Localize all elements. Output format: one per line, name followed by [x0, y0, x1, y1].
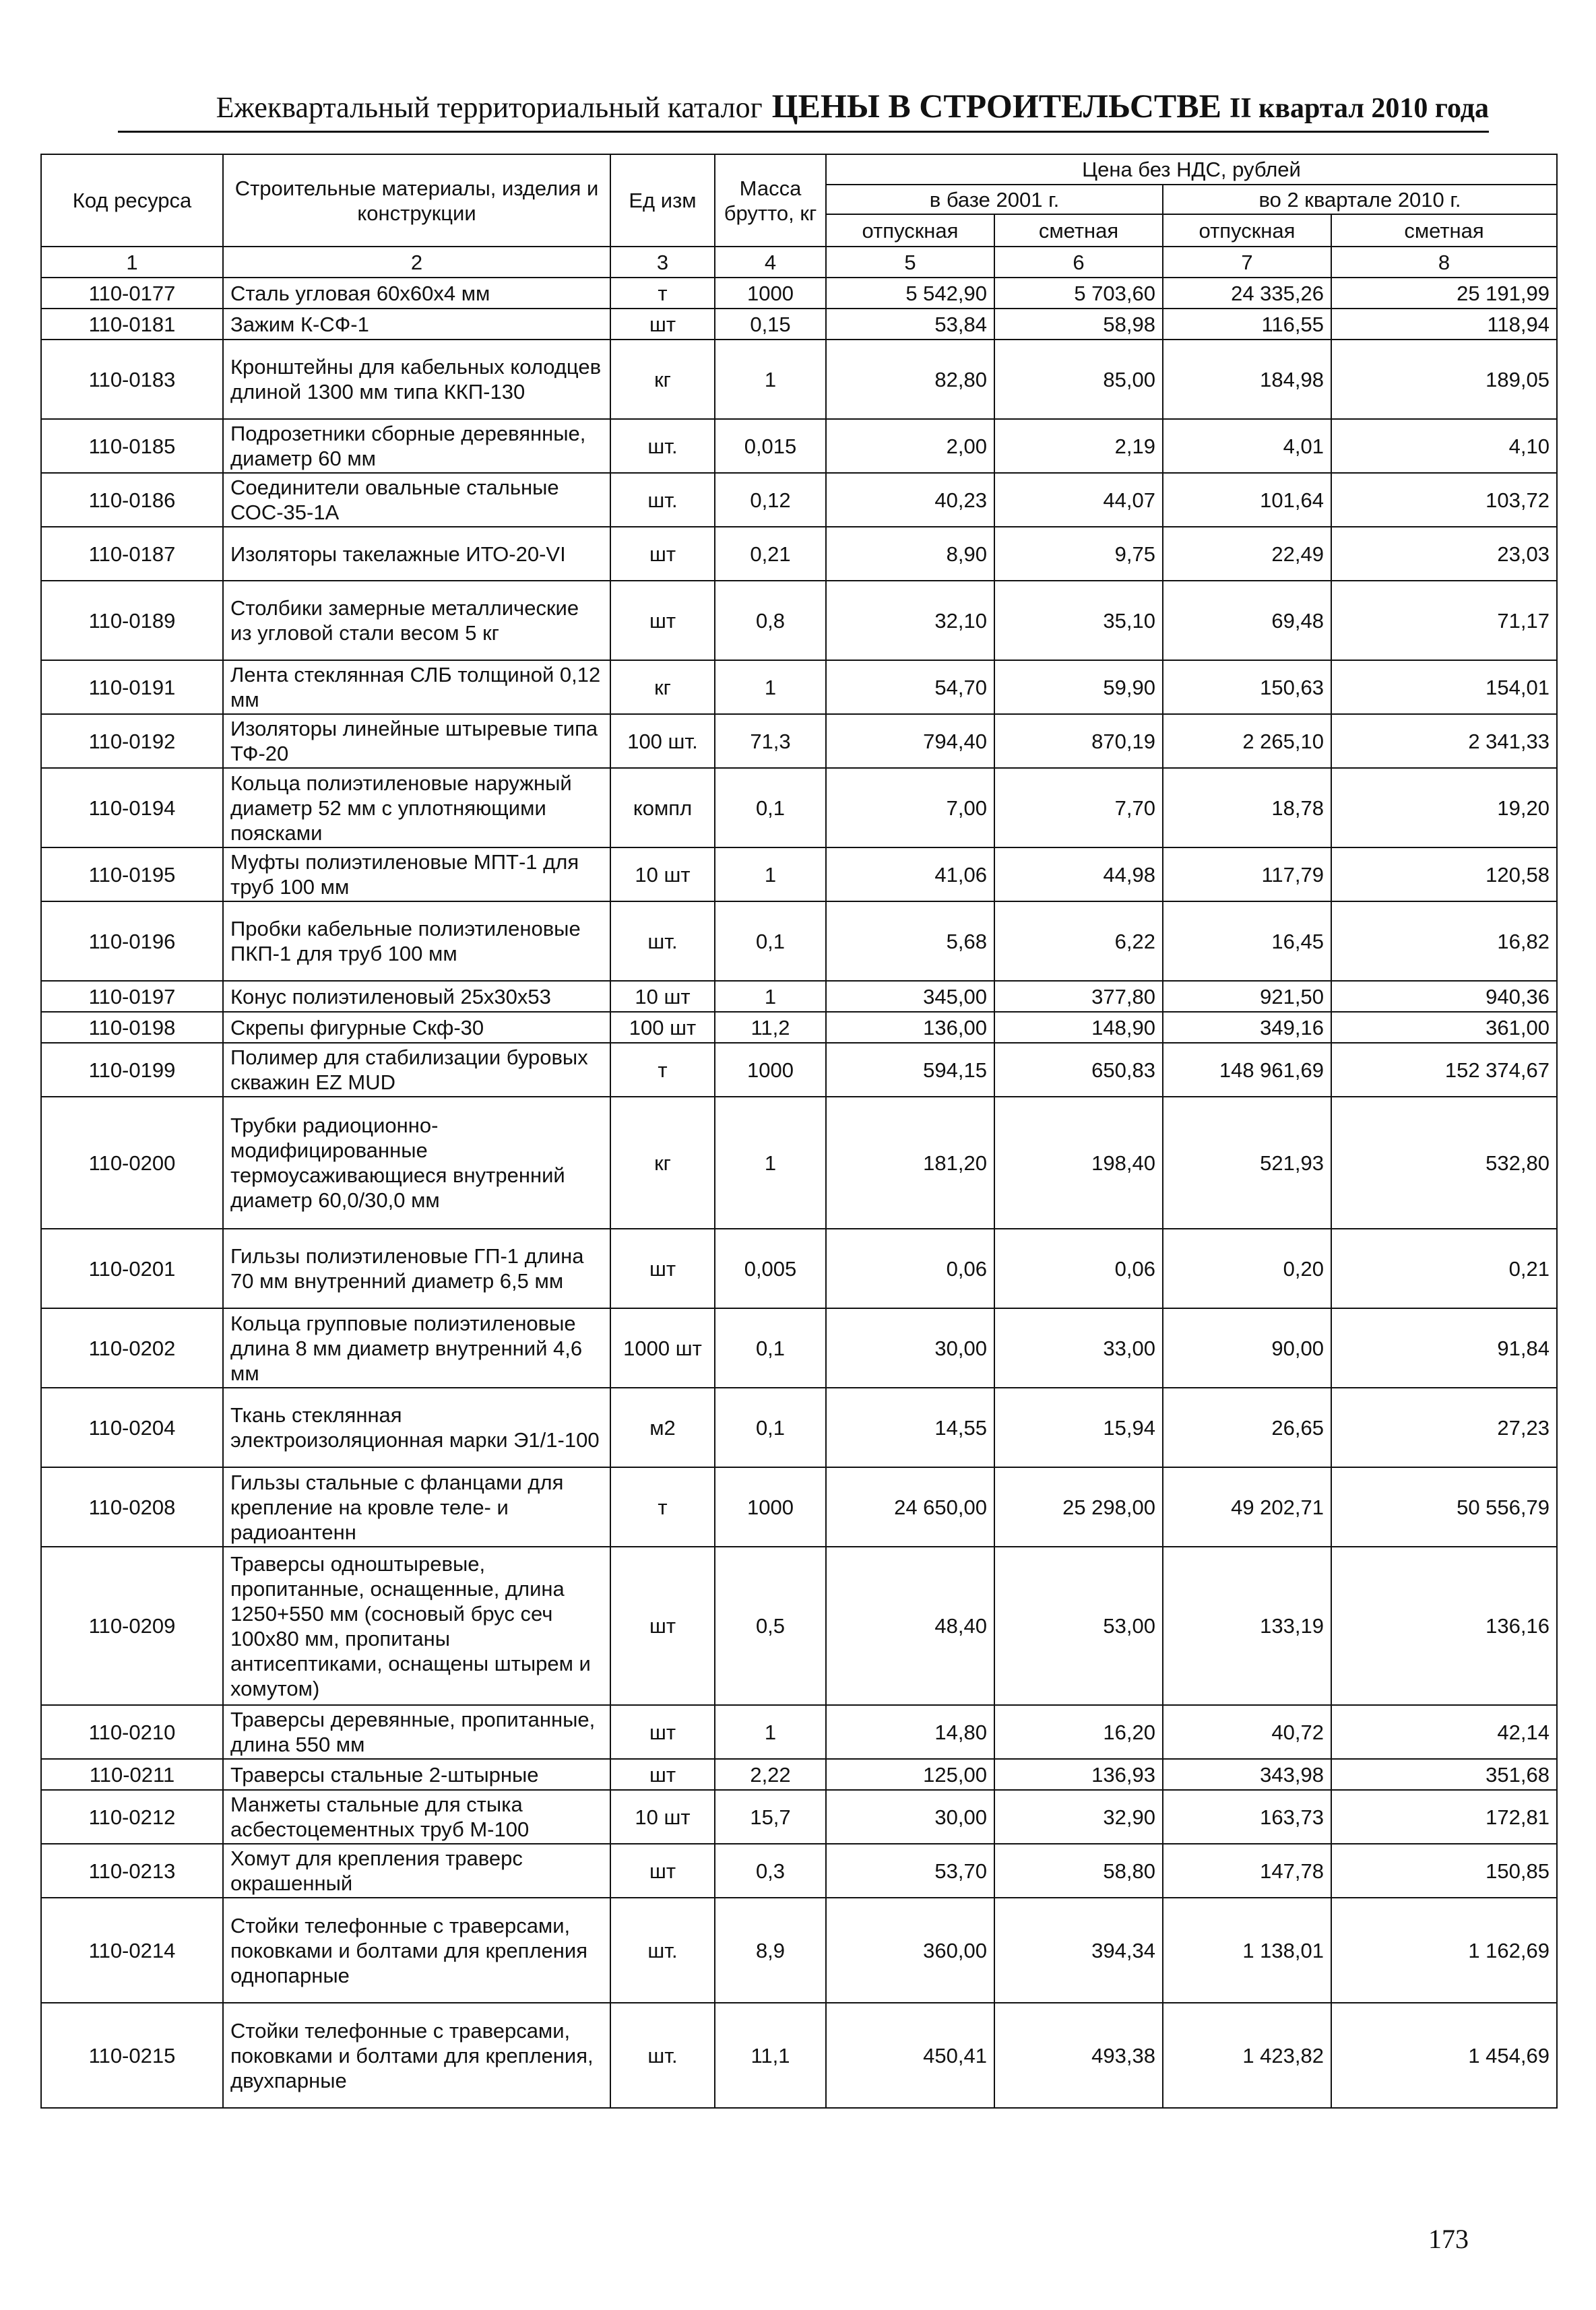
- unit: шт: [610, 1844, 715, 1898]
- price-release-2001: 14,80: [826, 1705, 994, 1759]
- unit: м2: [610, 1388, 715, 1467]
- unit: кг: [610, 660, 715, 714]
- column-number: 3: [610, 247, 715, 278]
- material-name: Манжеты стальные для стыка асбестоцементных труб М-100: [223, 1790, 610, 1844]
- unit: шт: [610, 1547, 715, 1705]
- unit: шт: [610, 581, 715, 660]
- price-release-2010: 150,63: [1163, 660, 1331, 714]
- gross-mass: 0,1: [715, 901, 826, 981]
- resource-code: 110-0202: [41, 1308, 223, 1388]
- unit: компл: [610, 768, 715, 847]
- price-release-2001: 345,00: [826, 981, 994, 1012]
- price-estimate-2010: 1 162,69: [1331, 1898, 1557, 2003]
- header-unit: Ед изм: [610, 154, 715, 247]
- price-release-2001: 450,41: [826, 2003, 994, 2108]
- unit: кг: [610, 340, 715, 419]
- price-estimate-2010: 42,14: [1331, 1705, 1557, 1759]
- price-release-2010: 22,49: [1163, 527, 1331, 581]
- price-estimate-2010: 25 191,99: [1331, 278, 1557, 309]
- price-estimate-2001: 25 298,00: [994, 1467, 1163, 1547]
- table-row: [41, 278, 1557, 309]
- gross-mass: 11,1: [715, 2003, 826, 2108]
- gross-mass: 1000: [715, 278, 826, 309]
- column-number: 5: [826, 247, 994, 278]
- unit: шт.: [610, 1898, 715, 2003]
- price-estimate-2001: 493,38: [994, 2003, 1163, 2108]
- gross-mass: 0,1: [715, 768, 826, 847]
- material-name: Ткань стеклянная электроизоляционная марки Э1/1-100: [223, 1388, 610, 1467]
- header-release-2001: отпускная: [826, 214, 994, 247]
- price-estimate-2001: 394,34: [994, 1898, 1163, 2003]
- resource-code: 110-0192: [41, 714, 223, 768]
- price-release-2001: 0,06: [826, 1229, 994, 1308]
- material-name: Кронштейны для кабельных колодцев длиной 1300 мм типа ККП-130: [223, 340, 610, 419]
- price-estimate-2001: 35,10: [994, 581, 1163, 660]
- resource-code: 110-0177: [41, 278, 223, 309]
- column-number: 2: [223, 247, 610, 278]
- unit: шт.: [610, 901, 715, 981]
- table-row: [41, 1012, 1557, 1043]
- resource-code: 110-0200: [41, 1097, 223, 1229]
- gross-mass: 1: [715, 1097, 826, 1229]
- gross-mass: 0,1: [715, 1308, 826, 1388]
- price-estimate-2010: 940,36: [1331, 981, 1557, 1012]
- table-row: [41, 714, 1557, 768]
- material-name: Кольца групповые полиэтиленовые длина 8 мм диаметр внутренний 4,6 мм: [223, 1308, 610, 1388]
- price-estimate-2010: 4,10: [1331, 419, 1557, 473]
- gross-mass: 0,21: [715, 527, 826, 581]
- column-number: 4: [715, 247, 826, 278]
- catalog-period: II квартал 2010 года: [1229, 93, 1489, 124]
- gross-mass: 1: [715, 981, 826, 1012]
- price-estimate-2010: 16,82: [1331, 901, 1557, 981]
- price-release-2010: 0,20: [1163, 1229, 1331, 1308]
- resource-code: 110-0181: [41, 309, 223, 340]
- resource-code: 110-0198: [41, 1012, 223, 1043]
- price-release-2001: 14,55: [826, 1388, 994, 1467]
- unit: шт.: [610, 473, 715, 527]
- gross-mass: 1: [715, 660, 826, 714]
- price-release-2010: 26,65: [1163, 1388, 1331, 1467]
- resource-code: 110-0196: [41, 901, 223, 981]
- price-release-2010: 101,64: [1163, 473, 1331, 527]
- gross-mass: 1000: [715, 1467, 826, 1547]
- gross-mass: 2,22: [715, 1759, 826, 1790]
- unit: 100 шт: [610, 1012, 715, 1043]
- material-name: Трубки радиоционно-модифицированные термоусаживающиеся внутренний диаметр 60,0/30,0 мм: [223, 1097, 610, 1229]
- price-estimate-2001: 53,00: [994, 1547, 1163, 1705]
- material-name: Траверсы деревянные, пропитанные, длина 550 мм: [223, 1705, 610, 1759]
- price-estimate-2001: 198,40: [994, 1097, 1163, 1229]
- material-name: Полимер для стабилизации буровых скважин EZ MUD: [223, 1043, 610, 1097]
- gross-mass: 0,1: [715, 1388, 826, 1467]
- table-row: [41, 1097, 1557, 1229]
- gross-mass: 0,8: [715, 581, 826, 660]
- price-release-2010: 163,73: [1163, 1790, 1331, 1844]
- material-name: Гильзы стальные с фланцами для крепление на кровле теле- и радиоантенн: [223, 1467, 610, 1547]
- unit: шт: [610, 527, 715, 581]
- material-name: Соединители овальные стальные СОС-35-1А: [223, 473, 610, 527]
- table-row: [41, 1547, 1557, 1705]
- price-release-2010: 921,50: [1163, 981, 1331, 1012]
- gross-mass: 0,12: [715, 473, 826, 527]
- price-release-2001: 41,06: [826, 847, 994, 901]
- price-estimate-2010: 91,84: [1331, 1308, 1557, 1388]
- header-q2-2010: во 2 квартале 2010 г.: [1163, 185, 1557, 214]
- price-estimate-2001: 650,83: [994, 1043, 1163, 1097]
- column-number: 7: [1163, 247, 1331, 278]
- price-table: [40, 154, 1558, 2109]
- price-estimate-2010: 136,16: [1331, 1547, 1557, 1705]
- price-estimate-2010: 150,85: [1331, 1844, 1557, 1898]
- material-name: Пробки кабельные полиэтиленовые ПКП-1 для труб 100 мм: [223, 901, 610, 981]
- price-estimate-2010: 2 341,33: [1331, 714, 1557, 768]
- price-estimate-2010: 23,03: [1331, 527, 1557, 581]
- resource-code: 110-0208: [41, 1467, 223, 1547]
- price-release-2010: 148 961,69: [1163, 1043, 1331, 1097]
- table-row: [41, 1467, 1557, 1547]
- table-row: [41, 660, 1557, 714]
- table-row: [41, 1388, 1557, 1467]
- price-release-2010: 2 265,10: [1163, 714, 1331, 768]
- price-estimate-2010: 103,72: [1331, 473, 1557, 527]
- price-estimate-2001: 44,98: [994, 847, 1163, 901]
- price-estimate-2001: 15,94: [994, 1388, 1163, 1467]
- unit: шт: [610, 1759, 715, 1790]
- price-release-2001: 82,80: [826, 340, 994, 419]
- unit: 10 шт: [610, 1790, 715, 1844]
- price-estimate-2010: 19,20: [1331, 768, 1557, 847]
- table-row: [41, 1898, 1557, 2003]
- price-estimate-2010: 0,21: [1331, 1229, 1557, 1308]
- price-release-2010: 16,45: [1163, 901, 1331, 981]
- resource-code: 110-0187: [41, 527, 223, 581]
- price-release-2001: 53,84: [826, 309, 994, 340]
- resource-code: 110-0204: [41, 1388, 223, 1467]
- page-header: [118, 86, 1489, 133]
- header-estimate-2001: сметная: [994, 214, 1163, 247]
- gross-mass: 11,2: [715, 1012, 826, 1043]
- price-estimate-2001: 44,07: [994, 473, 1163, 527]
- price-estimate-2010: 361,00: [1331, 1012, 1557, 1043]
- price-release-2001: 136,00: [826, 1012, 994, 1043]
- table-row: [41, 340, 1557, 419]
- resource-code: 110-0209: [41, 1547, 223, 1705]
- header-release-2010: отпускная: [1163, 214, 1331, 247]
- price-release-2010: 18,78: [1163, 768, 1331, 847]
- unit: шт: [610, 309, 715, 340]
- price-estimate-2001: 85,00: [994, 340, 1163, 419]
- resource-code: 110-0185: [41, 419, 223, 473]
- resource-code: 110-0210: [41, 1705, 223, 1759]
- price-release-2001: 594,15: [826, 1043, 994, 1097]
- price-release-2010: 349,16: [1163, 1012, 1331, 1043]
- price-release-2010: 133,19: [1163, 1547, 1331, 1705]
- resource-code: 110-0201: [41, 1229, 223, 1308]
- table-row: [41, 1229, 1557, 1308]
- unit: 10 шт: [610, 847, 715, 901]
- price-estimate-2001: 148,90: [994, 1012, 1163, 1043]
- material-name: Сталь угловая 60х60х4 мм: [223, 278, 610, 309]
- price-estimate-2010: 120,58: [1331, 847, 1557, 901]
- gross-mass: 0,15: [715, 309, 826, 340]
- price-estimate-2001: 6,22: [994, 901, 1163, 981]
- resource-code: 110-0214: [41, 1898, 223, 2003]
- column-number: 6: [994, 247, 1163, 278]
- material-name: Подрозетники сборные деревянные, диаметр 60 мм: [223, 419, 610, 473]
- price-estimate-2010: 154,01: [1331, 660, 1557, 714]
- price-release-2001: 30,00: [826, 1790, 994, 1844]
- resource-code: 110-0195: [41, 847, 223, 901]
- price-estimate-2010: 1 454,69: [1331, 2003, 1557, 2108]
- material-name: Зажим К-СФ-1: [223, 309, 610, 340]
- table-row: [41, 1844, 1557, 1898]
- price-release-2001: 30,00: [826, 1308, 994, 1388]
- gross-mass: 1: [715, 340, 826, 419]
- resource-code: 110-0189: [41, 581, 223, 660]
- price-estimate-2001: 32,90: [994, 1790, 1163, 1844]
- material-name: Траверсы стальные 2-штырные: [223, 1759, 610, 1790]
- gross-mass: 1000: [715, 1043, 826, 1097]
- gross-mass: 1: [715, 1705, 826, 1759]
- table-row: [41, 527, 1557, 581]
- price-estimate-2001: 5 703,60: [994, 278, 1163, 309]
- price-release-2010: 90,00: [1163, 1308, 1331, 1388]
- column-number: 1: [41, 247, 223, 278]
- price-release-2001: 181,20: [826, 1097, 994, 1229]
- material-name: Гильзы полиэтиленовые ГП-1 длина 70 мм внутренний диаметр 6,5 мм: [223, 1229, 610, 1308]
- price-estimate-2001: 870,19: [994, 714, 1163, 768]
- catalog-title: ЦЕНЫ В СТРОИТЕЛЬСТВЕ: [771, 87, 1221, 125]
- price-estimate-2001: 136,93: [994, 1759, 1163, 1790]
- price-release-2001: 24 650,00: [826, 1467, 994, 1547]
- unit: кг: [610, 1097, 715, 1229]
- price-estimate-2001: 16,20: [994, 1705, 1163, 1759]
- header-price-group: Цена без НДС, рублей: [826, 154, 1557, 185]
- price-release-2010: 40,72: [1163, 1705, 1331, 1759]
- table-row: [41, 2003, 1557, 2108]
- table-row: [41, 581, 1557, 660]
- price-release-2001: 7,00: [826, 768, 994, 847]
- price-release-2001: 125,00: [826, 1759, 994, 1790]
- material-name: Скрепы фигурные Скф-30: [223, 1012, 610, 1043]
- header-name: Строительные материалы, изделия и конструкции: [223, 154, 610, 247]
- table-row: [41, 1705, 1557, 1759]
- price-estimate-2010: 351,68: [1331, 1759, 1557, 1790]
- price-release-2010: 117,79: [1163, 847, 1331, 901]
- price-estimate-2001: 33,00: [994, 1308, 1163, 1388]
- price-release-2010: 1 138,01: [1163, 1898, 1331, 2003]
- price-estimate-2010: 532,80: [1331, 1097, 1557, 1229]
- header-code: Код ресурса: [41, 154, 223, 247]
- price-release-2001: 54,70: [826, 660, 994, 714]
- material-name: Изоляторы такелажные ИТО-20-VI: [223, 527, 610, 581]
- gross-mass: 8,9: [715, 1898, 826, 2003]
- unit: т: [610, 1467, 715, 1547]
- price-release-2010: 521,93: [1163, 1097, 1331, 1229]
- price-release-2010: 343,98: [1163, 1759, 1331, 1790]
- price-estimate-2001: 0,06: [994, 1229, 1163, 1308]
- price-estimate-2010: 189,05: [1331, 340, 1557, 419]
- table-row: [41, 901, 1557, 981]
- table-row: [41, 1043, 1557, 1097]
- unit: 10 шт: [610, 981, 715, 1012]
- resource-code: 110-0199: [41, 1043, 223, 1097]
- price-estimate-2010: 71,17: [1331, 581, 1557, 660]
- price-estimate-2001: 7,70: [994, 768, 1163, 847]
- table-row: [41, 309, 1557, 340]
- price-release-2010: 49 202,71: [1163, 1467, 1331, 1547]
- header-mass: Масса брутто, кг: [715, 154, 826, 247]
- price-release-2001: 5,68: [826, 901, 994, 981]
- resource-code: 110-0183: [41, 340, 223, 419]
- price-release-2001: 53,70: [826, 1844, 994, 1898]
- price-release-2010: 4,01: [1163, 419, 1331, 473]
- material-name: Изоляторы линейные штыревые типа ТФ-20: [223, 714, 610, 768]
- unit: шт: [610, 1705, 715, 1759]
- unit: 1000 шт: [610, 1308, 715, 1388]
- gross-mass: 0,015: [715, 419, 826, 473]
- price-estimate-2010: 172,81: [1331, 1790, 1557, 1844]
- price-release-2010: 116,55: [1163, 309, 1331, 340]
- unit: шт.: [610, 419, 715, 473]
- table-header: [41, 154, 1557, 278]
- material-name: Столбики замерные металлические из угловой стали весом 5 кг: [223, 581, 610, 660]
- gross-mass: 0,5: [715, 1547, 826, 1705]
- resource-code: 110-0197: [41, 981, 223, 1012]
- table-row: [41, 1308, 1557, 1388]
- unit: т: [610, 1043, 715, 1097]
- price-estimate-2001: 9,75: [994, 527, 1163, 581]
- material-name: Кольца полиэтиленовые наружный диаметр 52 мм с уплотняющими поясками: [223, 768, 610, 847]
- price-release-2010: 24 335,26: [1163, 278, 1331, 309]
- gross-mass: 1: [715, 847, 826, 901]
- price-release-2001: 8,90: [826, 527, 994, 581]
- gross-mass: 0,005: [715, 1229, 826, 1308]
- price-estimate-2010: 27,23: [1331, 1388, 1557, 1467]
- price-estimate-2001: 377,80: [994, 981, 1163, 1012]
- price-release-2010: 1 423,82: [1163, 2003, 1331, 2108]
- price-estimate-2001: 58,80: [994, 1844, 1163, 1898]
- table-body: [41, 278, 1557, 2108]
- gross-mass: 15,7: [715, 1790, 826, 1844]
- table-row: [41, 1790, 1557, 1844]
- header-base-2001: в базе 2001 г.: [826, 185, 1163, 214]
- price-estimate-2010: 152 374,67: [1331, 1043, 1557, 1097]
- price-release-2010: 184,98: [1163, 340, 1331, 419]
- material-name: Траверсы одноштыревые, пропитанные, оснащенные, длина 1250+550 мм (сосновый брус сеч 100х80 мм, пропитаны антисептиками, оснащены штырем и хомутом): [223, 1547, 610, 1705]
- table-row: [41, 473, 1557, 527]
- table-row: [41, 768, 1557, 847]
- price-release-2010: 69,48: [1163, 581, 1331, 660]
- material-name: Стойки телефонные с траверсами, поковками и болтами для крепления однопарные: [223, 1898, 610, 2003]
- price-release-2001: 2,00: [826, 419, 994, 473]
- gross-mass: 0,3: [715, 1844, 826, 1898]
- resource-code: 110-0191: [41, 660, 223, 714]
- price-release-2001: 32,10: [826, 581, 994, 660]
- price-release-2001: 794,40: [826, 714, 994, 768]
- table-row: [41, 419, 1557, 473]
- catalog-name: Ежеквартальный территориальный каталог: [216, 91, 763, 124]
- material-name: Лента стеклянная СЛБ толщиной 0,12 мм: [223, 660, 610, 714]
- price-estimate-2001: 59,90: [994, 660, 1163, 714]
- header-estimate-2010: сметная: [1331, 214, 1557, 247]
- column-number: 8: [1331, 247, 1557, 278]
- resource-code: 110-0213: [41, 1844, 223, 1898]
- price-estimate-2001: 58,98: [994, 309, 1163, 340]
- price-release-2001: 360,00: [826, 1898, 994, 2003]
- price-release-2001: 48,40: [826, 1547, 994, 1705]
- table-row: [41, 1759, 1557, 1790]
- price-estimate-2001: 2,19: [994, 419, 1163, 473]
- price-estimate-2010: 50 556,79: [1331, 1467, 1557, 1547]
- price-estimate-2010: 118,94: [1331, 309, 1557, 340]
- resource-code: 110-0186: [41, 473, 223, 527]
- resource-code: 110-0211: [41, 1759, 223, 1790]
- unit: шт.: [610, 2003, 715, 2108]
- material-name: Хомут для крепления траверс окрашенный: [223, 1844, 610, 1898]
- table-row: [41, 847, 1557, 901]
- price-release-2010: 147,78: [1163, 1844, 1331, 1898]
- price-release-2001: 40,23: [826, 473, 994, 527]
- unit: т: [610, 278, 715, 309]
- gross-mass: 71,3: [715, 714, 826, 768]
- material-name: Стойки телефонные с траверсами, поковками и болтами для крепления, двухпарные: [223, 2003, 610, 2108]
- page-number: 173: [1428, 2224, 1469, 2254]
- table-row: [41, 981, 1557, 1012]
- price-release-2001: 5 542,90: [826, 278, 994, 309]
- resource-code: 110-0212: [41, 1790, 223, 1844]
- unit: 100 шт.: [610, 714, 715, 768]
- material-name: Конус полиэтиленовый 25х30х53: [223, 981, 610, 1012]
- column-number-row: [41, 247, 1557, 278]
- resource-code: 110-0194: [41, 768, 223, 847]
- unit: шт: [610, 1229, 715, 1308]
- resource-code: 110-0215: [41, 2003, 223, 2108]
- material-name: Муфты полиэтиленовые МПТ-1 для труб 100 мм: [223, 847, 610, 901]
